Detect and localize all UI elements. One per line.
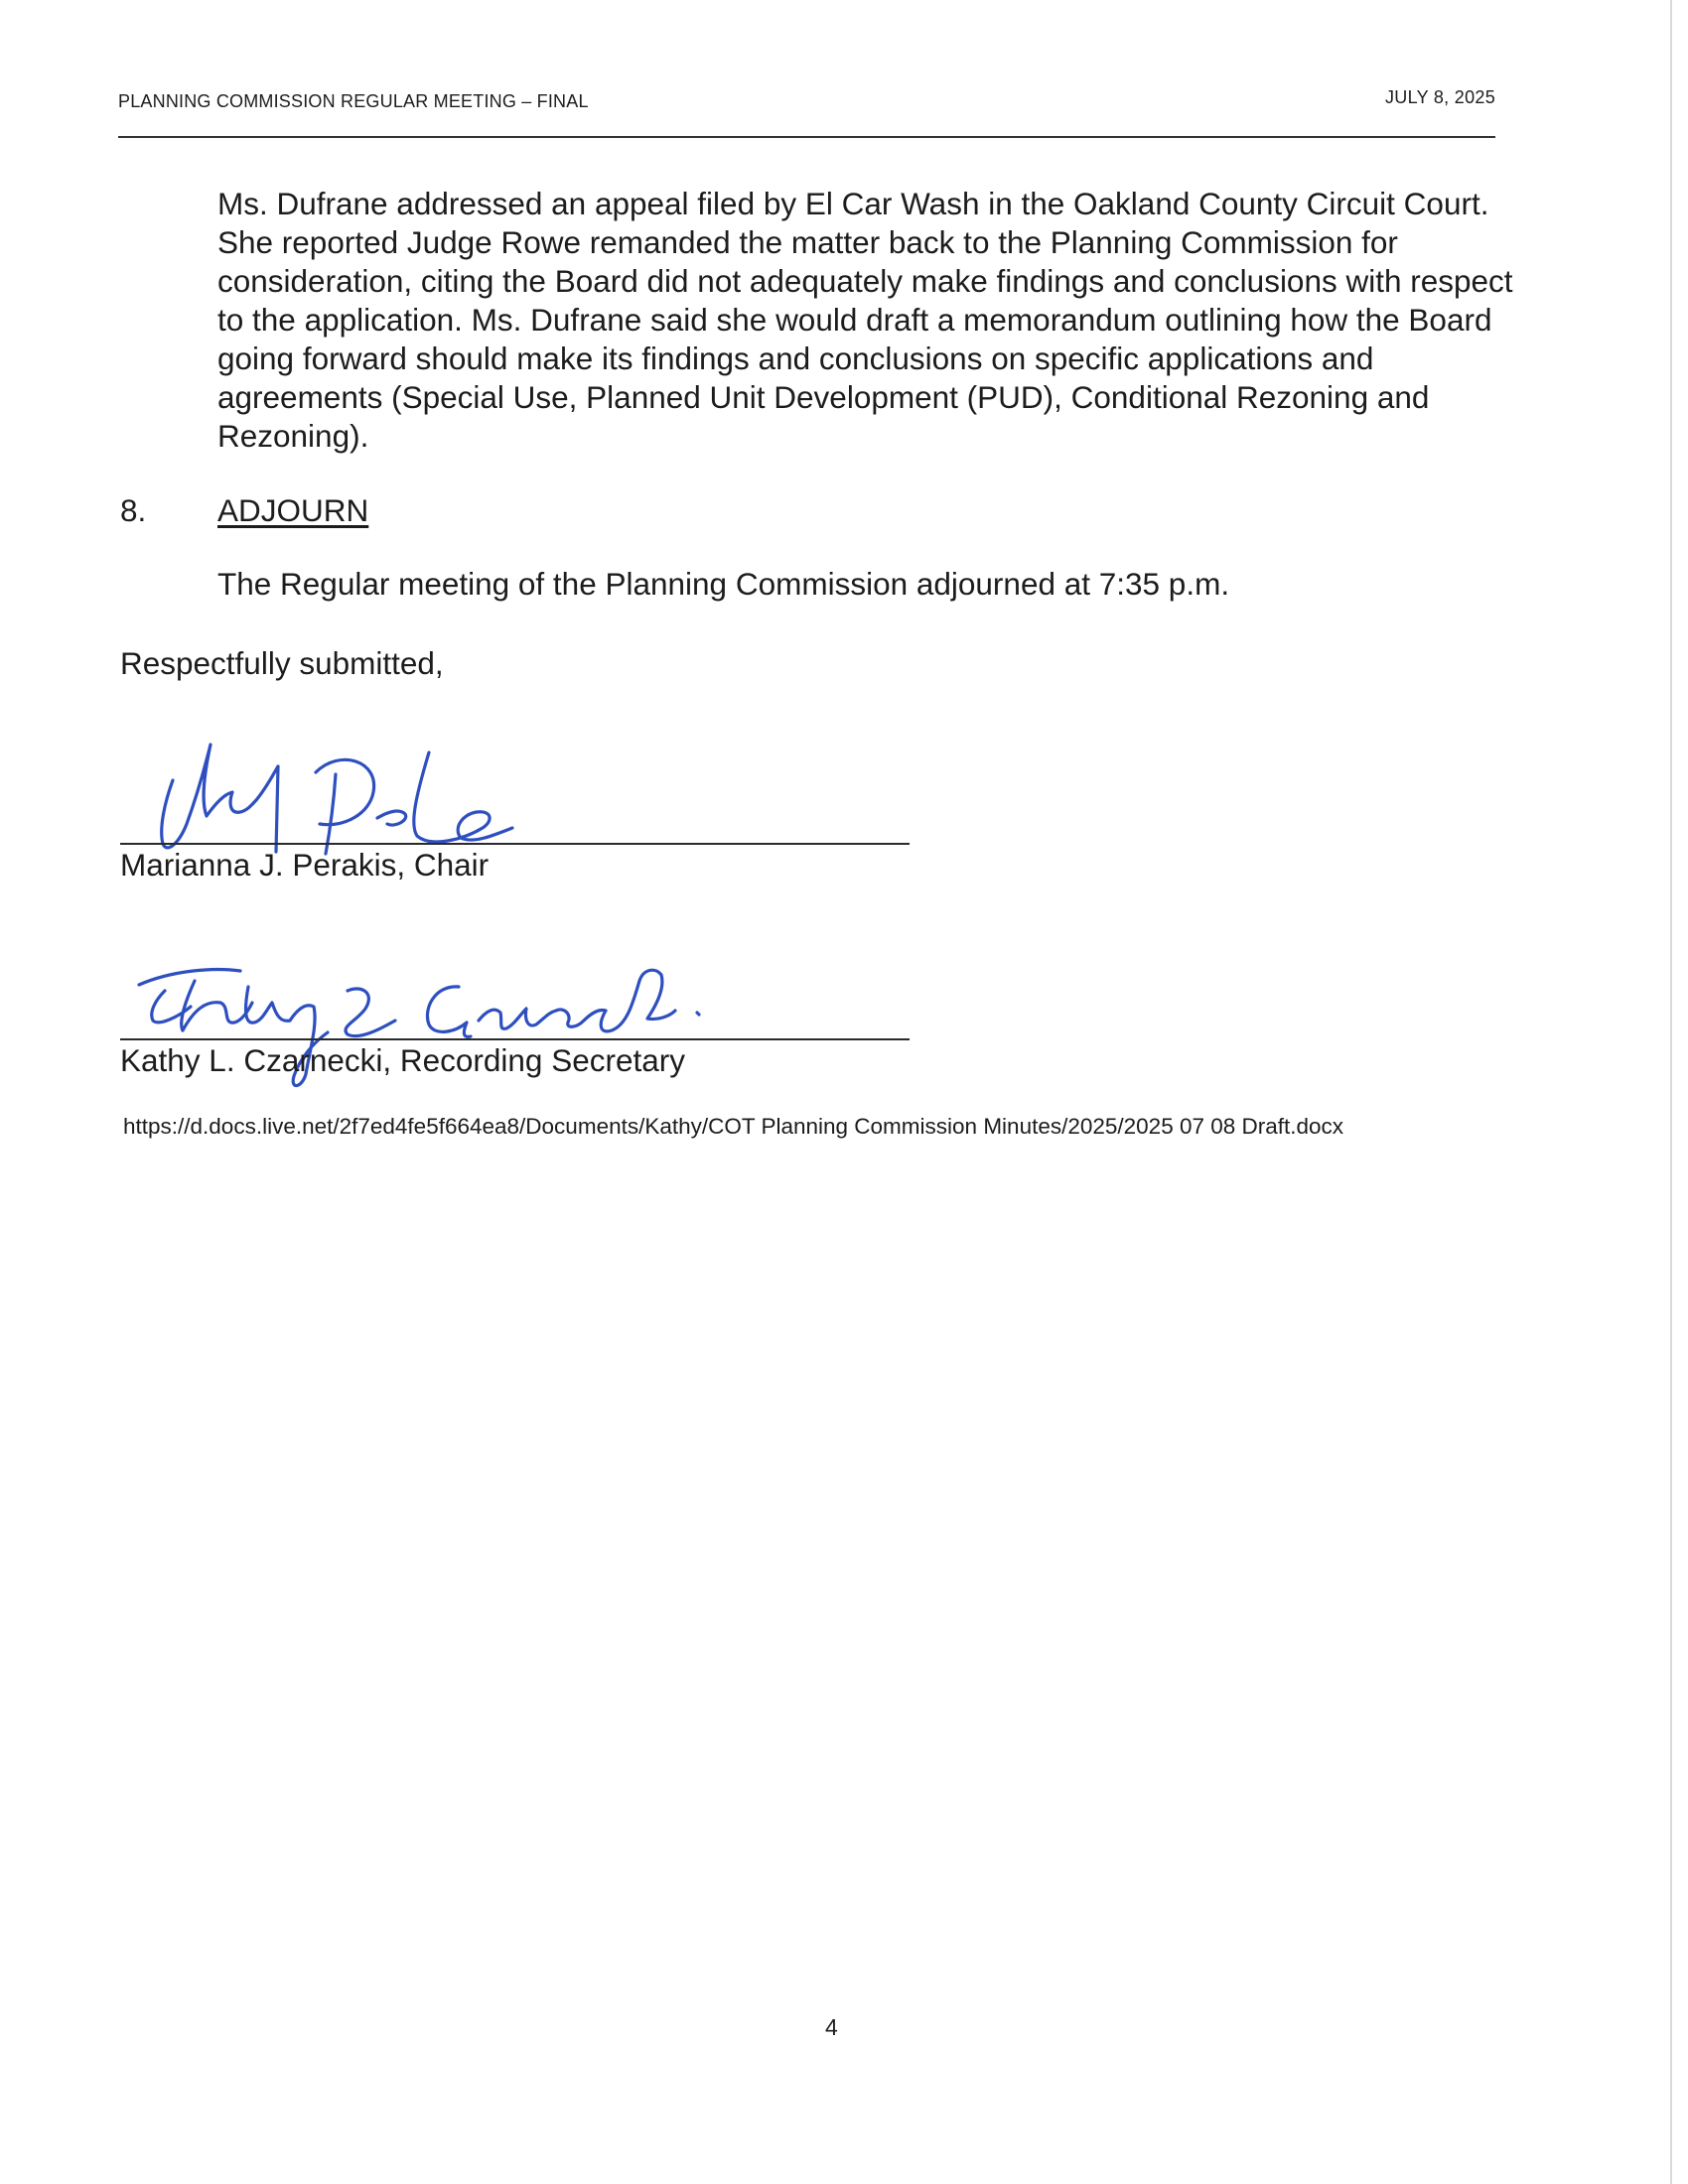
header-divider	[118, 136, 1495, 138]
chair-name: Marianna J. Perakis, Chair	[120, 847, 490, 883]
header-title: PLANNING COMMISSION REGULAR MEETING – FINAL	[118, 91, 589, 111]
secretary-name: Kathy L. Czarnecki, Recording Secretary	[120, 1042, 685, 1078]
adjournment-text: The Regular meeting of the Planning Commission adjourned at 7:35 p.m.	[217, 566, 1230, 602]
header-date: JULY 8, 2025	[1385, 87, 1496, 107]
signature-line-chair	[120, 843, 910, 845]
file-path-footer: https://d.docs.live.net/2f7ed4fe5f664ea8/Documents/Kathy/COT Planning Commission Minutes/2025/2025 07 08 Draft.docx	[123, 1114, 1344, 1139]
closing-line: Respectfully submitted,	[120, 645, 444, 681]
section-heading: ADJOURN	[217, 492, 369, 528]
discussion-paragraph: Ms. Dufrane addressed an appeal filed by El Car Wash in the Oakland County Circuit Court. She reported Judge Rowe remanded the matter back to the Planning Commission for consideration, citing the Board did not adequately make findings and conclusions with respect to the application. Ms. Dufrane said she would draft a memorandum outlining how the Board going forward should make its findings and conclusions on specific applications and agreements (Special Use, Planned Unit Development (PUD), Conditional Rezoning and Rezoning).	[217, 186, 1513, 454]
section-number: 8.	[120, 492, 147, 528]
signature-line-secretary	[120, 1038, 910, 1040]
scan-edge	[1670, 0, 1672, 2184]
page-number: 4	[825, 2014, 838, 2040]
